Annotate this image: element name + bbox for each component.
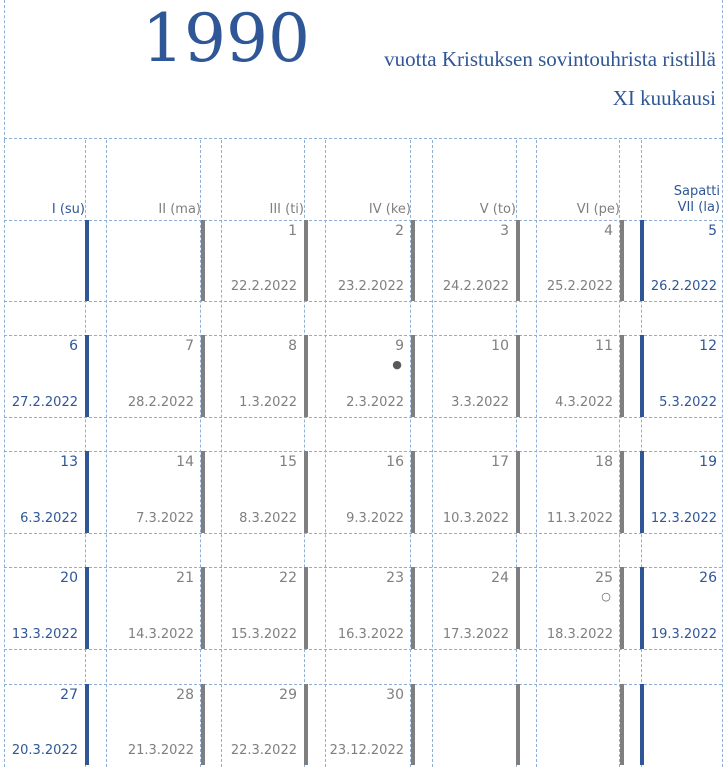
day-number: 13: [60, 454, 78, 470]
day-number: 11: [595, 338, 613, 354]
day-number: 17: [491, 454, 509, 470]
moon-phase-icon: ●: [392, 358, 402, 371]
grid-line-horizontal: [4, 220, 722, 221]
gregorian-date: 7.3.2022: [136, 511, 194, 526]
day-number: 7: [185, 338, 194, 354]
day-number: 5: [708, 223, 717, 239]
day-number: 15: [279, 454, 297, 470]
day-number: 20: [60, 570, 78, 586]
day-number: 4: [604, 223, 613, 239]
day-number: 21: [176, 570, 194, 586]
day-cell-divider: [620, 451, 624, 533]
day-cell-divider: [411, 567, 415, 649]
gregorian-date: 26.2.2022: [650, 279, 717, 294]
day-cell-divider: [620, 684, 624, 765]
gregorian-date: 16.3.2022: [337, 627, 404, 642]
gregorian-date: 9.3.2022: [346, 511, 404, 526]
gregorian-date: 22.3.2022: [230, 743, 297, 758]
weekday-header: I (su): [51, 202, 85, 217]
grid-line-horizontal: [4, 649, 722, 650]
gregorian-date: 28.2.2022: [127, 395, 194, 410]
day-cell-divider: [85, 451, 89, 533]
day-number: 25: [595, 570, 613, 586]
day-cell-divider: [640, 684, 644, 765]
day-cell-divider: [411, 684, 415, 765]
day-number: 16: [386, 454, 404, 470]
weekday-header: III (ti): [269, 202, 304, 217]
year-title: 1990: [142, 0, 310, 77]
gregorian-date: 1.3.2022: [239, 395, 297, 410]
day-cell-divider: [85, 335, 89, 417]
gregorian-date: 3.3.2022: [451, 395, 509, 410]
day-number: 18: [595, 454, 613, 470]
gregorian-date: 10.3.2022: [442, 511, 509, 526]
day-cell-divider: [201, 567, 205, 649]
grid-line-vertical: [4, 0, 5, 140]
day-cell-divider: [411, 220, 415, 301]
gregorian-date: 23.12.2022: [329, 743, 404, 758]
day-number: 26: [699, 570, 717, 586]
gregorian-date: 25.2.2022: [546, 279, 613, 294]
gregorian-date: 2.3.2022: [346, 395, 404, 410]
day-number: 23: [386, 570, 404, 586]
grid-line-horizontal: [4, 335, 722, 336]
gregorian-date: 19.3.2022: [650, 627, 717, 642]
day-cell-divider: [620, 567, 624, 649]
gregorian-date: 23.2.2022: [337, 279, 404, 294]
gregorian-date: 14.3.2022: [127, 627, 194, 642]
day-cell-divider: [201, 451, 205, 533]
day-number: 30: [386, 687, 404, 703]
gregorian-date: 20.3.2022: [11, 743, 78, 758]
grid-line-horizontal: [4, 138, 722, 139]
month-title: XI kuukausi: [612, 86, 716, 110]
gregorian-date: 5.3.2022: [659, 395, 717, 410]
day-cell-divider: [411, 335, 415, 417]
weekday-header: V (to): [479, 202, 516, 217]
day-cell-divider: [304, 451, 308, 533]
gregorian-date: 17.3.2022: [442, 627, 509, 642]
day-cell-divider: [516, 220, 520, 301]
day-cell-divider: [304, 684, 308, 765]
gregorian-date: 12.3.2022: [650, 511, 717, 526]
weekday-header: IV (ke): [368, 202, 411, 217]
grid-line-horizontal: [4, 533, 722, 534]
day-cell-divider: [304, 567, 308, 649]
day-cell-divider: [516, 451, 520, 533]
moon-phase-icon: ○: [601, 590, 611, 603]
day-cell-divider: [201, 220, 205, 301]
day-number: 9: [395, 338, 404, 354]
day-cell-divider: [201, 335, 205, 417]
gregorian-date: 8.3.2022: [239, 511, 297, 526]
gregorian-date: 15.3.2022: [230, 627, 297, 642]
day-number: 10: [491, 338, 509, 354]
day-cell-divider: [516, 684, 520, 765]
grid-line-vertical: [722, 0, 723, 140]
gregorian-date: 21.3.2022: [127, 743, 194, 758]
weekday-header: II (ma): [158, 202, 201, 217]
grid-line-vertical: [722, 140, 723, 767]
gregorian-date: 6.3.2022: [20, 511, 78, 526]
day-cell-divider: [85, 220, 89, 301]
day-cell-divider: [85, 567, 89, 649]
day-number: 19: [699, 454, 717, 470]
era-subtitle: vuotta Kristuksen sovintouhrista ristillä: [384, 47, 716, 71]
day-number: 8: [288, 338, 297, 354]
grid-line-horizontal: [4, 684, 722, 685]
day-number: 14: [176, 454, 194, 470]
day-number: 2: [395, 223, 404, 239]
grid-line-horizontal: [4, 451, 722, 452]
day-number: 3: [500, 223, 509, 239]
day-cell-divider: [516, 335, 520, 417]
day-cell-divider: [620, 220, 624, 301]
gregorian-date: 4.3.2022: [555, 395, 613, 410]
gregorian-date: 11.3.2022: [546, 511, 613, 526]
weekday-header: VI (pe): [576, 202, 620, 217]
day-cell-divider: [85, 684, 89, 765]
day-cell-divider: [516, 567, 520, 649]
day-cell-divider: [304, 220, 308, 301]
weekday-header: Sapatti VII (la): [673, 184, 720, 215]
day-number: 6: [69, 338, 78, 354]
gregorian-date: 18.3.2022: [546, 627, 613, 642]
grid-line-horizontal: [4, 417, 722, 418]
gregorian-date: 22.2.2022: [230, 279, 297, 294]
day-cell-divider: [620, 335, 624, 417]
day-number: 27: [60, 687, 78, 703]
grid-line-horizontal: [4, 301, 722, 302]
gregorian-date: 13.3.2022: [11, 627, 78, 642]
day-cell-divider: [304, 335, 308, 417]
gregorian-date: 24.2.2022: [442, 279, 509, 294]
day-number: 24: [491, 570, 509, 586]
day-number: 29: [279, 687, 297, 703]
day-cell-divider: [201, 684, 205, 765]
day-number: 22: [279, 570, 297, 586]
day-number: 28: [176, 687, 194, 703]
grid-line-horizontal: [4, 567, 722, 568]
day-number: 1: [288, 223, 297, 239]
day-number: 12: [699, 338, 717, 354]
gregorian-date: 27.2.2022: [11, 395, 78, 410]
day-cell-divider: [411, 451, 415, 533]
